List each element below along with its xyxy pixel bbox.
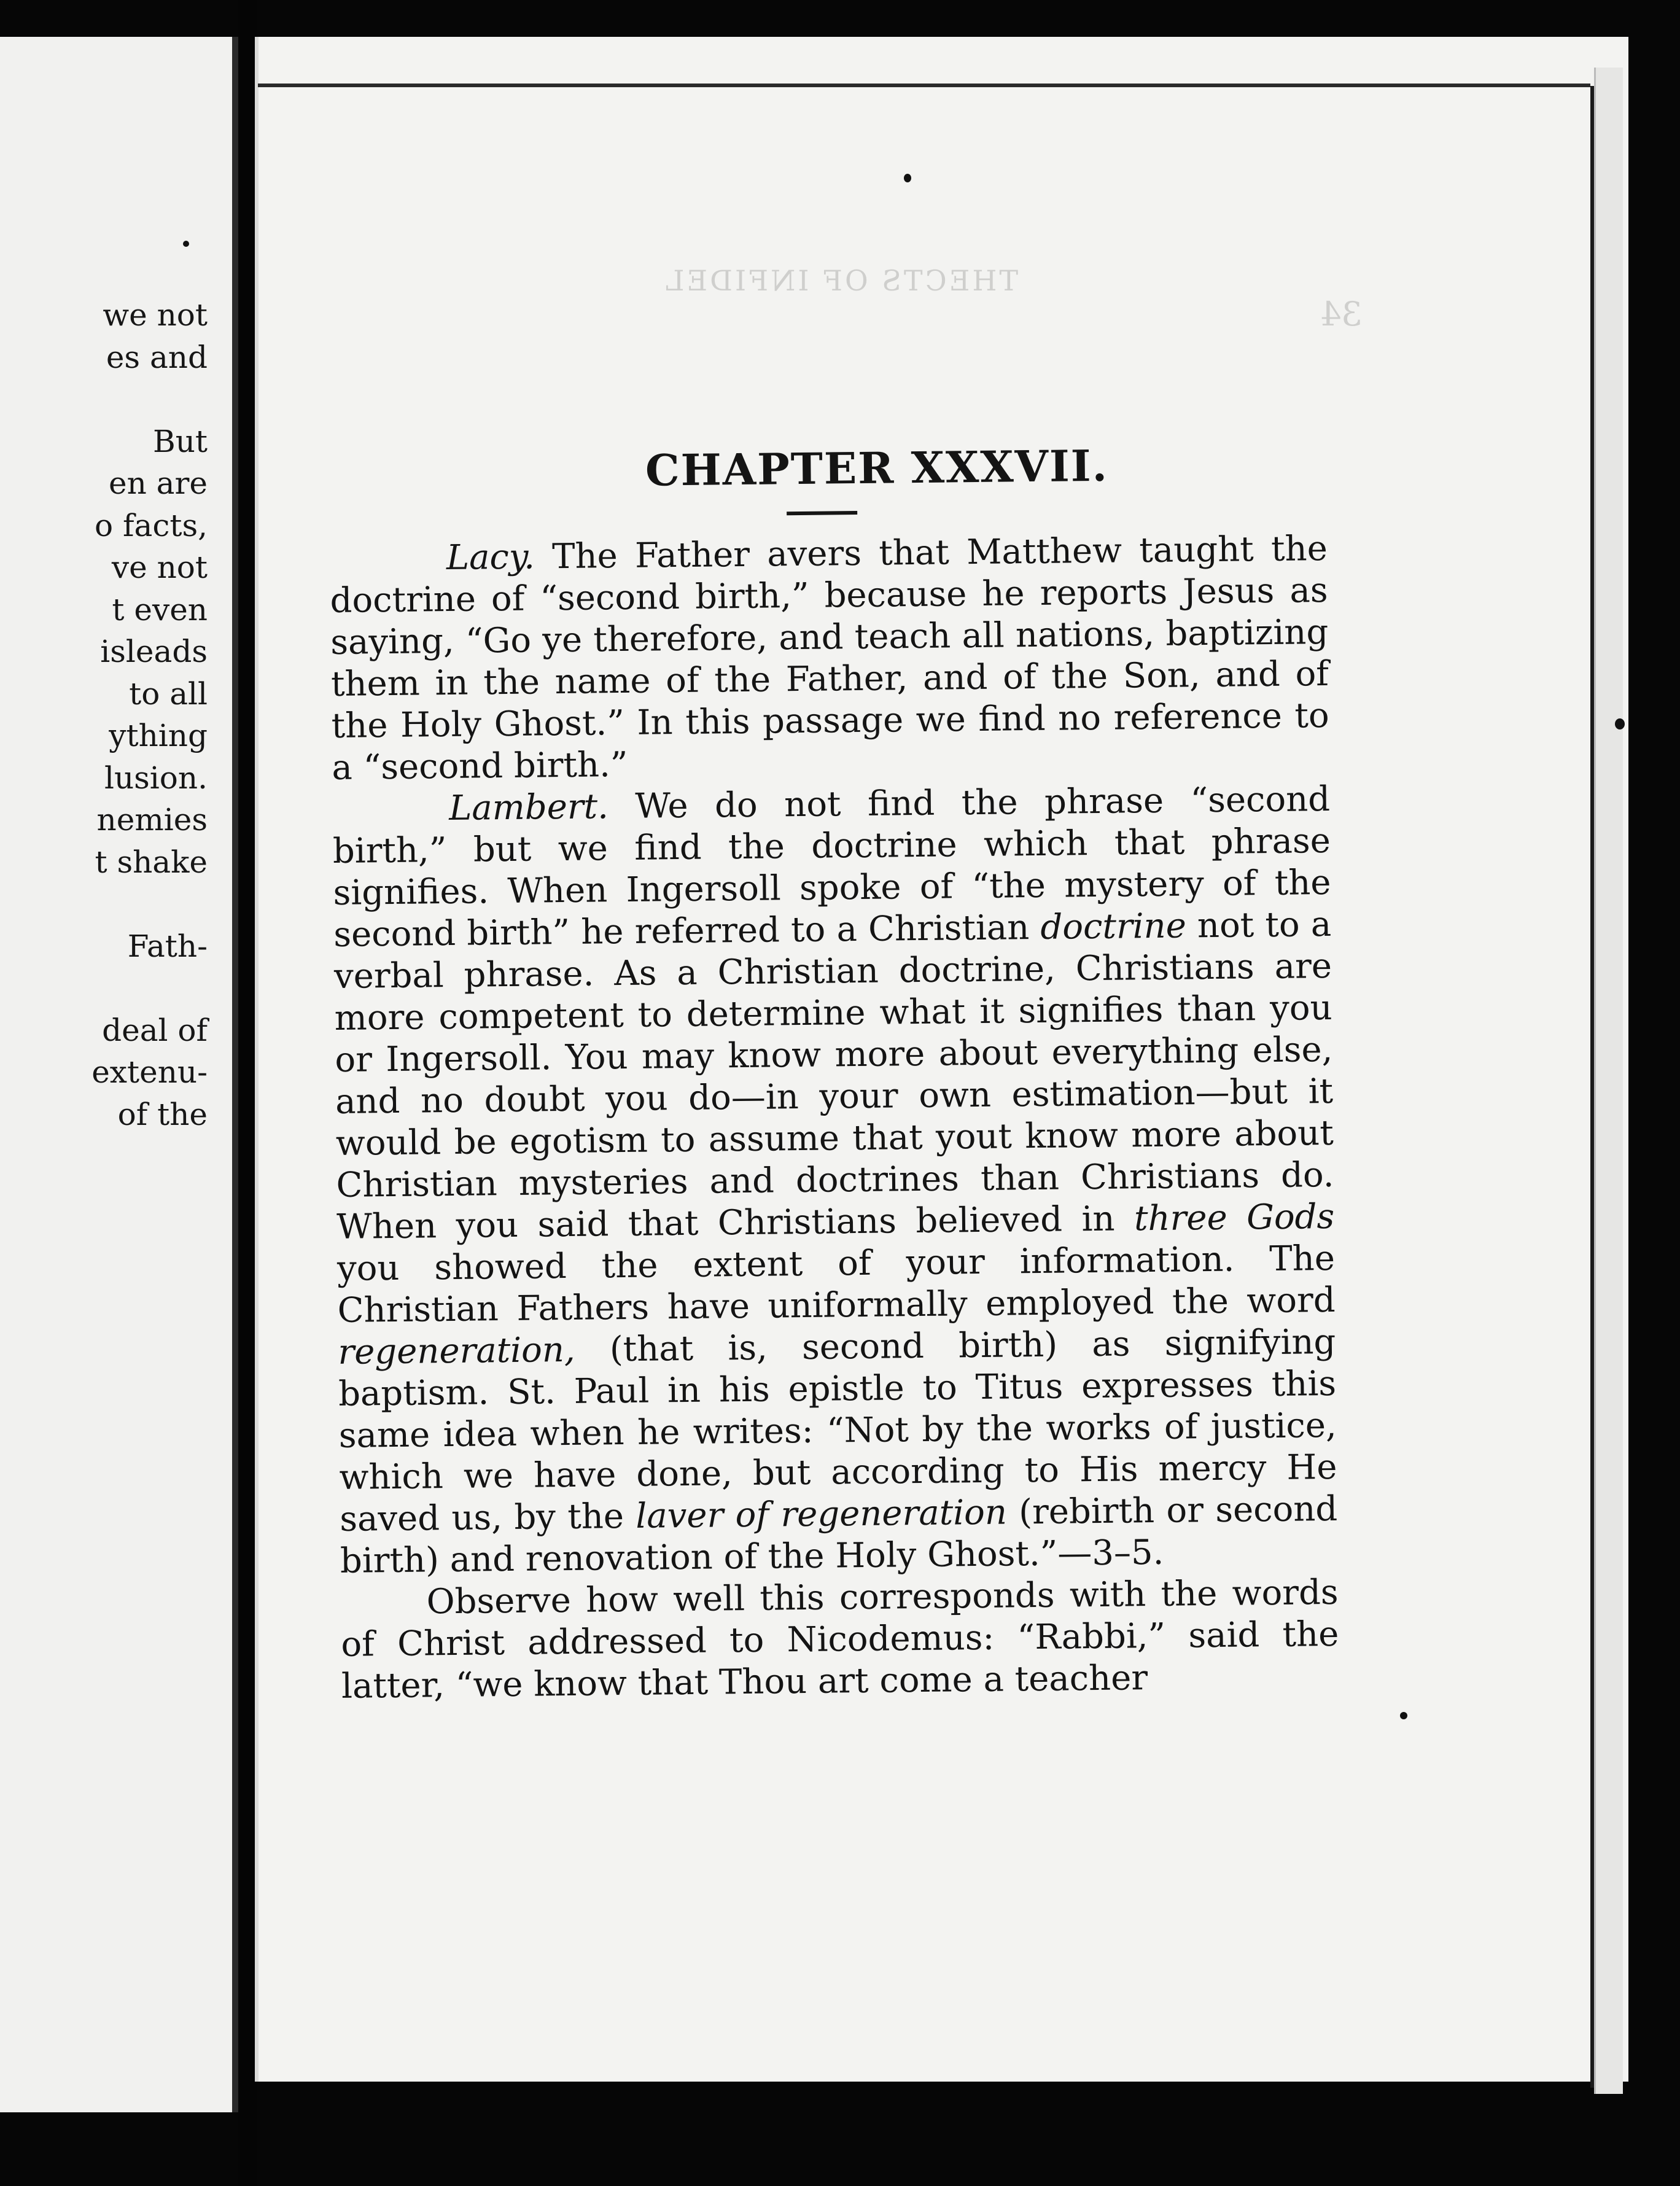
left-page-line: t shake [95,844,208,880]
text-segment: (rebirth or second birth) and renovation of the Holy Ghost.”—3–5. [340,1488,1338,1581]
left-page-line: ve not [111,550,208,585]
left-page-line: extenu- [91,1054,208,1090]
book-gutter [238,0,257,2186]
page-edge-shadow [1590,86,1594,2088]
left-page-line: lusion. [104,760,208,796]
text-segment: Observe how well this corresponds with the words of Christ addressed to Nicodemus: “Rabbi,” said the latter, “we know that Thou art come a teacher [341,1572,1339,1706]
left-page-line: o facts, [95,507,208,543]
paragraph [332,779,1338,1582]
bleed-through-header: THECTS OF INFIDEL [663,264,1019,297]
left-page-line: en are [109,465,208,501]
left-page-line: to all [129,675,208,712]
left-page-line: But [152,423,208,459]
bleed-through-page-number: 34 [1320,295,1363,333]
left-page-line: deal of [102,1012,208,1048]
ink-speck [904,174,911,182]
ink-speck [183,241,189,247]
left-page-line: nemies [96,802,208,838]
page-body [329,438,1339,1708]
left-page-line: Fath- [127,928,208,964]
text-segment: The Father avers that Matthew taught the doctrine of “second birth,” because he reports Jesus as saying, “Go ye therefore, and teach all nations, baptizing them in the name of the Father, and of the Son, and of the Holy Ghost.” In this passage we find no reference to a “second birth.” [330,528,1329,788]
italic-phrase: regeneration, [338,1329,576,1372]
left-page-line: es and [106,339,208,375]
italic-phrase: laver of regeneration [636,1492,1008,1536]
left-page-line: t even [112,591,208,628]
left-page-line: of the [117,1096,208,1132]
speaker-name: Lacy. [446,537,535,578]
title-rule [787,511,857,515]
italic-phrase: doctrine [1040,906,1187,947]
left-facing-page [0,37,238,2112]
left-page-line: we not [103,297,208,333]
paragraph [340,1572,1339,1708]
left-page-line: ything [109,718,208,753]
italic-phrase: three Gods [1134,1196,1335,1239]
text-segment: not to a verbal phrase. As a Christian doctrine, Christians are more competent to determine what it signifies than you or Ingersoll. You may know more about everything else, and no doubt you do—in your own estimation—but it would be egotism to assume that yout know more about Christian mysteries and doctrines than Christians do. When you said that Christians believed in [333,904,1334,1247]
text-segment: you showed the extent of your information. The Christian Fathers have uniformally employed the word [336,1238,1336,1331]
ink-speck [1615,718,1625,729]
speaker-name: Lambert. [448,787,609,828]
chapter-title: CHAPTER XXXVII. [645,440,1109,496]
page-top-edge [258,84,1590,87]
text-segment: We do not find the phrase “second birth,” but we find the doctrine which that phrase signifies. When Ingersoll spoke of “the mystery of the second birth” he referred to a Christian [332,779,1331,955]
paragraph-list [330,528,1340,1708]
ink-speck [1400,1712,1407,1719]
paragraph [330,528,1330,789]
left-page-line: isleads [100,634,208,669]
text-segment: (that is, second birth) as signifying baptism. St. Paul in his epistle to Titus expresses this same idea when he writes: “Not by the works of justice, which we have done, but according to His mercy He saved us, by the [338,1321,1337,1539]
page-stack-edge [1594,68,1623,2094]
